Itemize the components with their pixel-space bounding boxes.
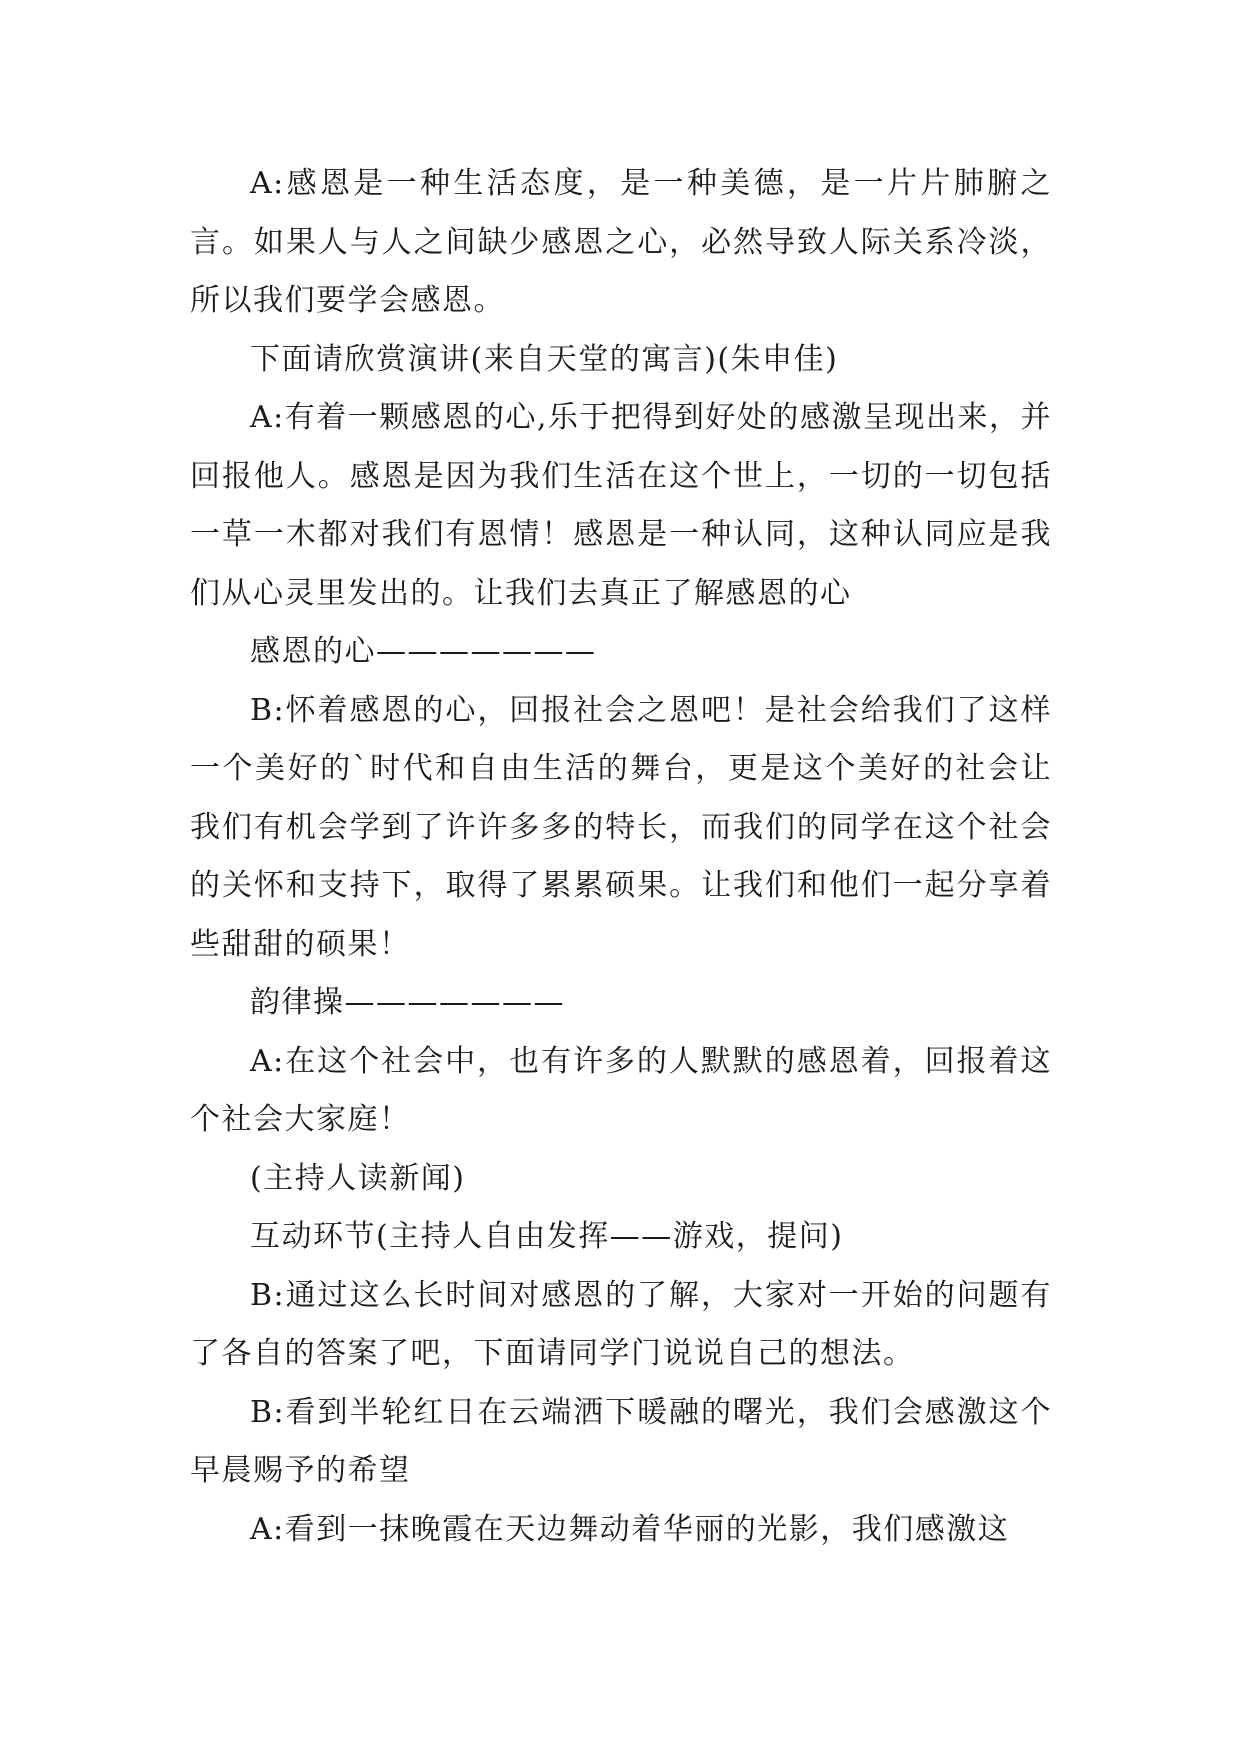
paragraph-rhythm-exercise: 韵律操——————— (250, 985, 565, 1020)
paragraph-evening-glow: A:看到一抹晚霞在天边舞动着华丽的光影，我们感激这 (250, 1511, 1010, 1547)
paragraph-share-thoughts: B:通过这么长时间对感恩的了解，大家对一开始的问题有了各自的答案了吧，下面请同学门说说自己的想法。 (190, 1277, 1052, 1371)
document-body (190, 155, 1052, 1559)
paragraph-morning-sun: B:看到半轮红日在云端洒下暖融的曙光，我们会感激这个早晨赐予的希望 (190, 1394, 1052, 1488)
paragraph-interaction: 互动环节(主持人自由发挥——游戏，提问) (250, 1219, 844, 1254)
paragraph-society-family: A:在这个社会中，也有许多的人默默的感恩着，回报着这个社会大家庭！ (190, 1043, 1052, 1137)
paragraph-repay-society: B:怀着感恩的心，回报社会之恩吧！是社会给我们了这样一个美好的`时代和自由生活的舞台，更是这个美好的社会让我们有机会学到了许许多多的特长，而我们的同学在这个社会的关怀和支持下，取得了累累硕果。让我们和他们一起分享着些甜甜的硕果！ (190, 692, 1052, 962)
paragraph-gratitude-attitude: A:感恩是一种生活态度，是一种美德，是一片片肺腑之言。如果人与人之间缺少感恩之心，必然导致人际关系冷淡，所以我们要学会感恩。 (190, 166, 1052, 318)
paragraph-host-news: (主持人读新闻) (250, 1160, 466, 1196)
paragraph-speech-intro: 下面请欣赏演讲(来自天堂的寓言)(朱申佳) (250, 341, 839, 377)
paragraph-song-title: 感恩的心——————— (250, 634, 597, 669)
paragraph-grateful-heart: A:有着一颗感恩的心,乐于把得到好处的感激呈现出来，并回报他人。感恩是因为我们生活在这个世上，一切的一切包括一草一木都对我们有恩情！感恩是一种认同，这种认同应是我们从心灵里发出的。让我们去真正了解感恩的心 (190, 400, 1052, 611)
